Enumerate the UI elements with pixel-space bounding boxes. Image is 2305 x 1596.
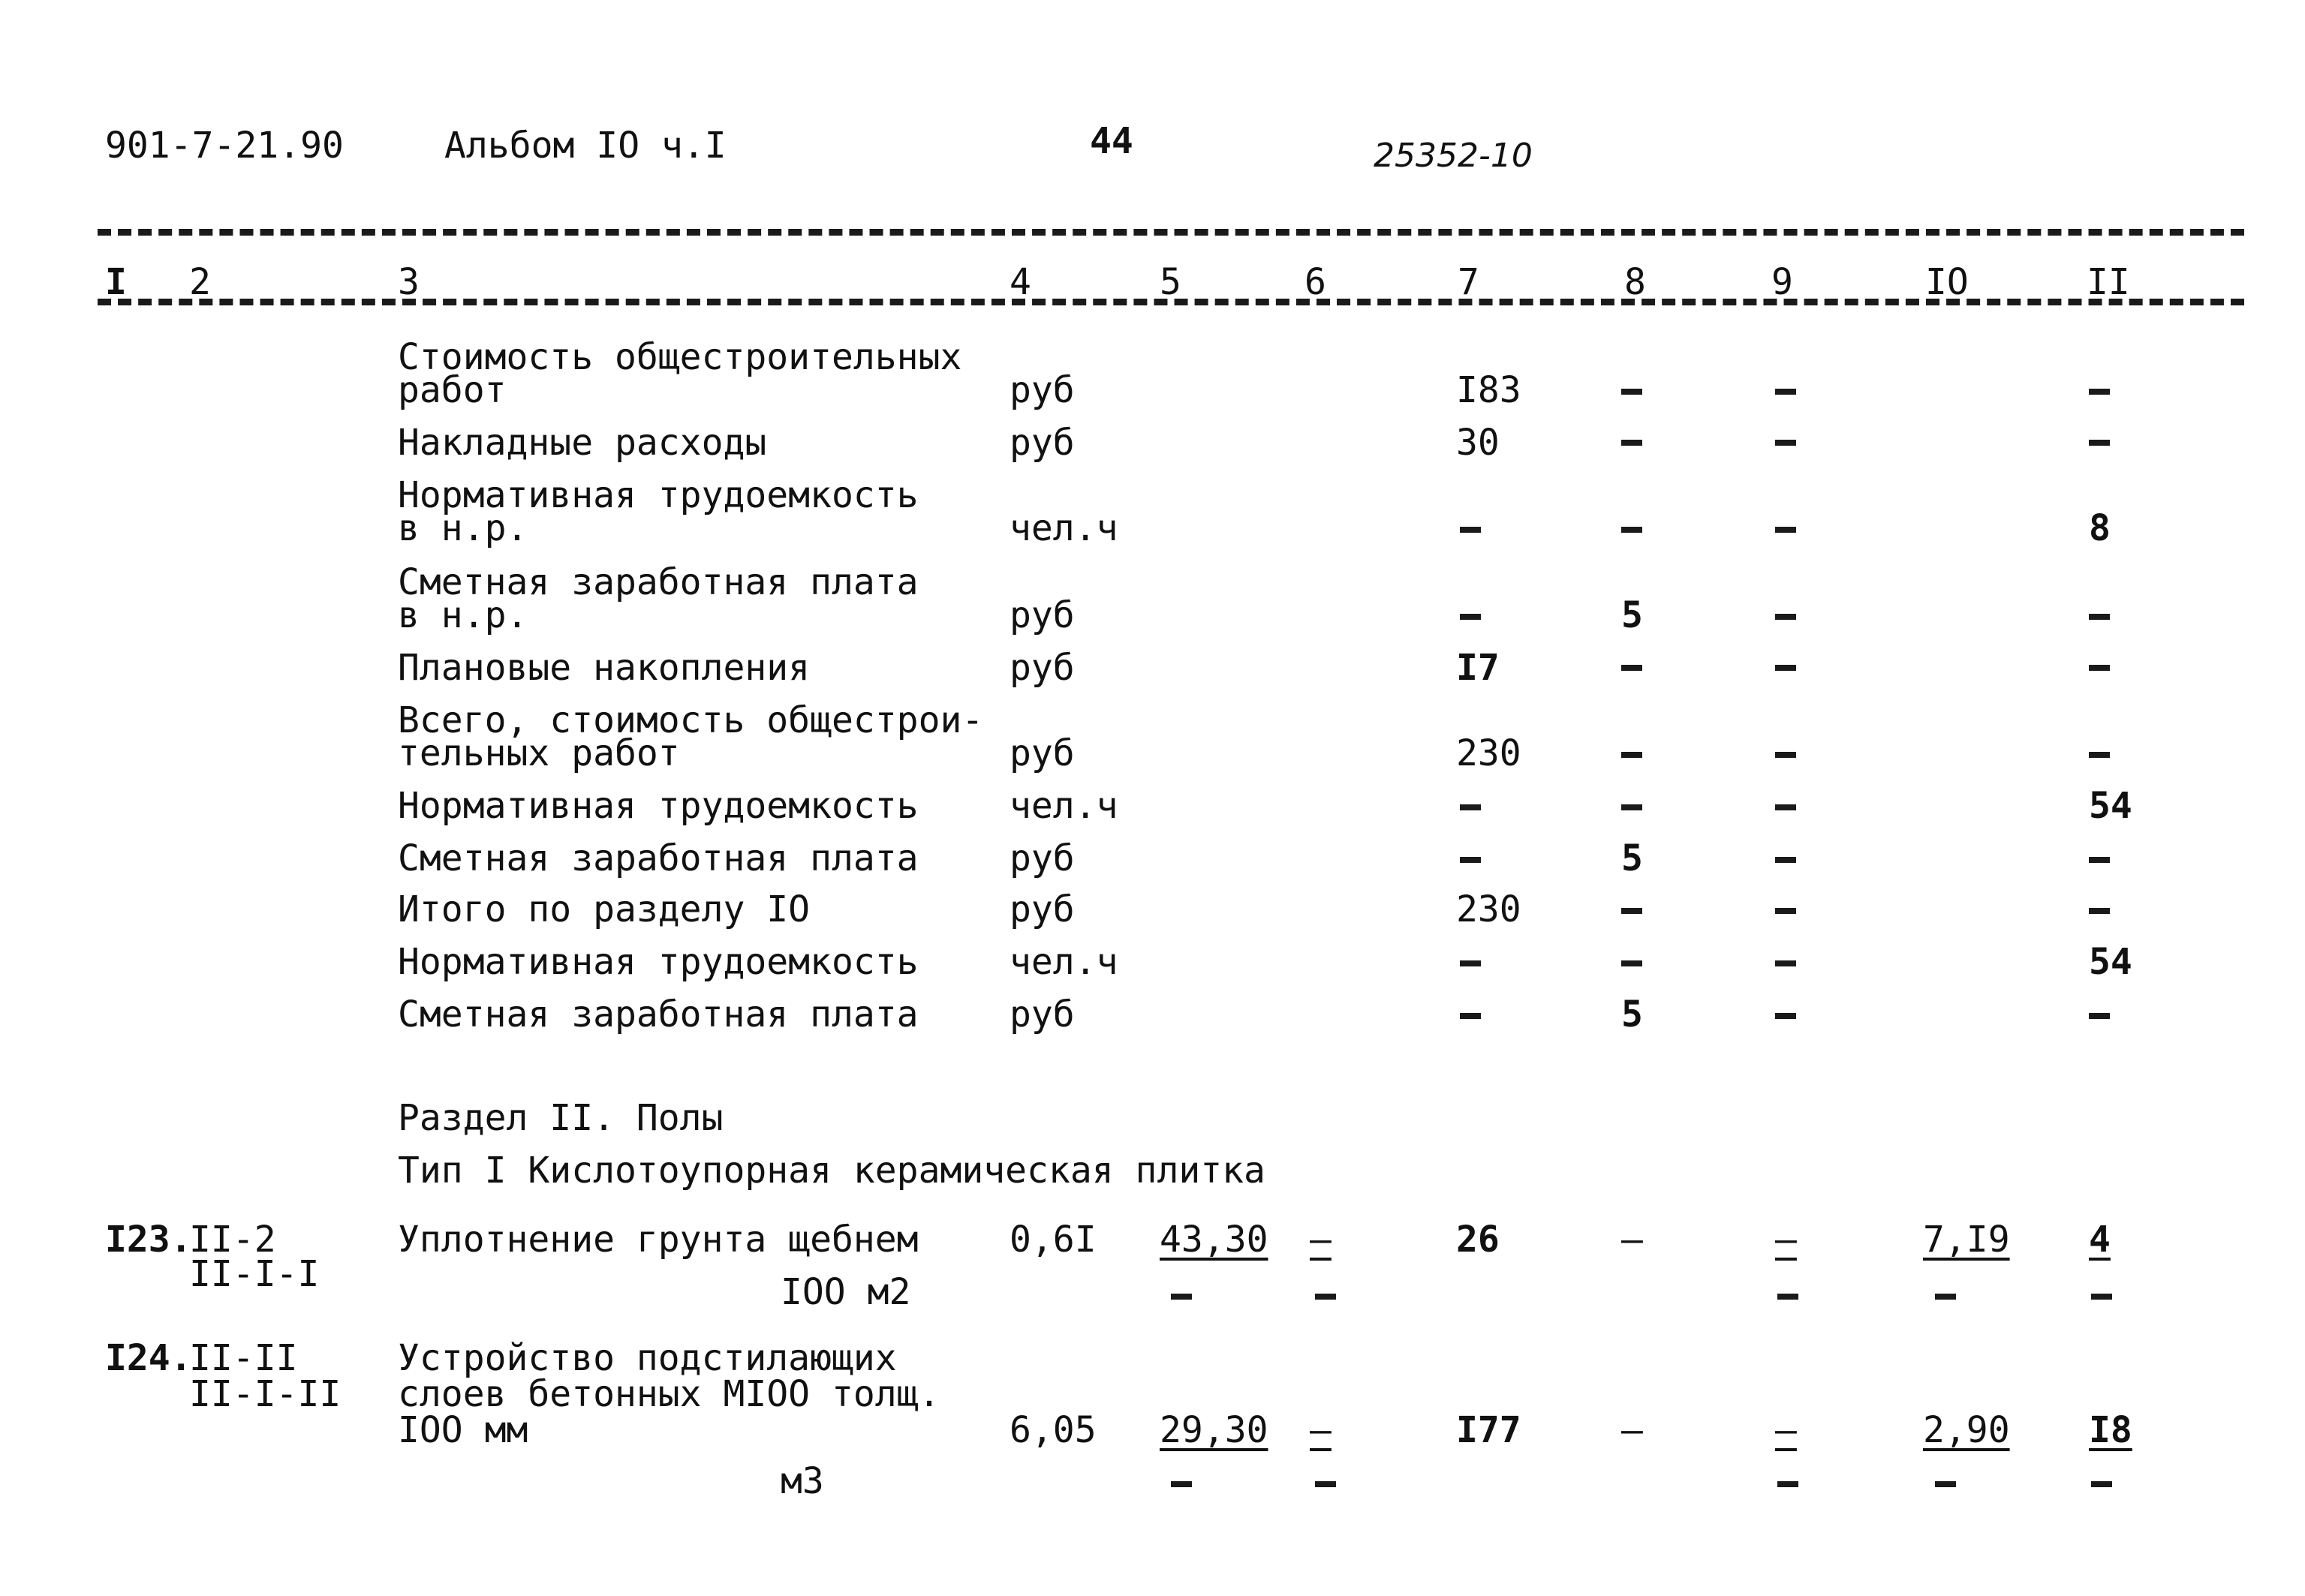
section-title: Раздел II. Полы [398,1097,724,1139]
column-number: 5 [1160,261,1181,303]
cell-col10: 7,I9 [1923,1219,2010,1261]
row-unit: руб [1010,732,1075,774]
dash-mark [1315,1294,1336,1300]
row-name-cont: в н.р. [398,594,528,636]
column-number: 4 [1010,261,1031,303]
cell-col10: 2,90 [1923,1409,2010,1451]
dash-mark [2091,1481,2112,1487]
row-name: Нормативная трудоемкость [398,785,919,827]
dash-mark [1775,665,1796,671]
dash-mark [1775,857,1796,863]
row-name-cont: тельных работ [398,732,680,774]
cell-col8: – [1621,1219,1643,1261]
item-name: Устройство подстилающих [398,1337,897,1379]
row-unit: руб [1010,888,1075,930]
cell-col5: 29,30 [1160,1409,1268,1451]
row-unit: руб [1010,369,1075,411]
dash-mark [1775,1013,1796,1019]
row-unit: руб [1010,837,1075,879]
item-number: I24. [105,1337,192,1379]
column-number: 9 [1771,261,1793,303]
column-number: II [2087,261,2130,303]
cell-col11: 4 [2089,1219,2111,1261]
cell-col9: – [1775,1219,1797,1261]
row-name: Итого по разделу IO [398,888,811,930]
cell-col6: – [1310,1409,1332,1451]
dash-mark [1621,440,1642,446]
cell-col9: – [1775,1409,1797,1451]
section-subtitle: Тип I Кислотоупорная керамическая плитка [398,1150,1265,1192]
row-name: Сметная заработная плата [398,837,919,879]
dash-mark [2089,857,2110,863]
cell-col8: – [1621,1409,1643,1451]
column-number: 6 [1304,261,1326,303]
dash-mark [1775,614,1796,620]
dash-mark [1777,1481,1798,1487]
dash-mark [1775,960,1796,966]
row-unit: чел.ч [1010,941,1118,983]
dash-mark [1621,804,1642,810]
dash-mark [1460,804,1481,810]
row-name-cont: работ [398,369,507,411]
dash-mark [1460,960,1481,966]
item-unit: м3 [781,1460,824,1502]
document-code: 901-7-21.90 [105,125,344,167]
row-name: Нормативная трудоемкость [398,941,919,983]
cell-col7: 26 [1456,1219,1500,1261]
dash-mark [1935,1481,1956,1487]
cell-col7: I83 [1456,369,1521,411]
column-number: 7 [1458,261,1479,303]
cell-col11: 54 [2089,785,2132,827]
cell-col5: 43,30 [1160,1219,1268,1261]
dash-mark [2089,440,2110,446]
dash-mark [2091,1294,2112,1300]
cell-col8: 5 [1621,594,1643,636]
item-code: II-2 [189,1219,276,1261]
dash-mark [2089,752,2110,758]
column-number: 3 [398,261,420,303]
item-name-cont: IOO мм [398,1409,528,1451]
row-name: Всего, стоимость общестрои- [398,699,984,741]
cell-col6: – [1310,1219,1332,1261]
dash-mark [1775,752,1796,758]
dash-mark [1621,389,1642,395]
cell-col8: 5 [1621,837,1643,879]
cell-col4: 0,6I [1010,1219,1097,1261]
cell-col7: I7 [1456,647,1500,689]
column-number: I [105,261,127,303]
cell-col11: 54 [2089,941,2132,983]
row-name: Нормативная трудоемкость [398,474,919,516]
dash-mark [1775,440,1796,446]
dash-mark [1460,614,1481,620]
cell-col8: 5 [1621,993,1643,1035]
dash-mark [1171,1481,1192,1487]
cell-col7: 230 [1456,732,1521,774]
handwritten-reference: 25352-10 [1374,137,1533,175]
header-separator [98,229,2244,236]
dash-mark [1460,857,1481,863]
item-unit: IOO м2 [781,1271,911,1313]
dash-mark [2089,389,2110,395]
dash-mark [1775,389,1796,395]
dash-mark [1775,527,1796,533]
cell-col7: 230 [1456,888,1521,930]
item-name: Уплотнение грунта щебнем [398,1219,919,1261]
dash-mark [1621,908,1642,914]
dash-mark [1621,960,1642,966]
row-name: Стоимость общестроительных [398,336,962,378]
column-header-rule [98,299,2244,305]
dash-mark [1315,1481,1336,1487]
page-number: 44 [1090,120,1133,162]
dash-mark [1621,752,1642,758]
dash-mark [2089,614,2110,620]
item-number: I23. [105,1219,192,1261]
cell-col11: 8 [2089,507,2111,549]
dash-mark [2089,908,2110,914]
item-code: II-II [189,1337,298,1379]
dash-mark [1621,665,1642,671]
item-name-cont: слоев бетонных MIOO толщ. [398,1373,940,1415]
column-number: 8 [1624,261,1646,303]
row-name: Сметная заработная плата [398,993,919,1035]
cell-col7: I77 [1456,1409,1521,1451]
item-code-sub: II-I-II [189,1373,342,1415]
dash-mark [1460,527,1481,533]
row-unit: руб [1010,993,1075,1035]
dash-mark [2089,665,2110,671]
column-number: IO [1925,261,1969,303]
row-name: Плановые накопления [398,647,811,689]
album-label: Альбом IO ч.I [444,125,727,167]
column-number: 2 [189,261,211,303]
dash-mark [1775,908,1796,914]
row-name-cont: в н.р. [398,507,528,549]
dash-mark [2089,1013,2110,1019]
dash-mark [1621,527,1642,533]
row-unit: чел.ч [1010,507,1118,549]
dash-mark [1777,1294,1798,1300]
row-unit: руб [1010,594,1075,636]
row-unit: руб [1010,422,1075,464]
row-name: Накладные расходы [398,422,767,464]
item-code-sub: II-I-I [189,1253,320,1295]
row-name: Сметная заработная плата [398,561,919,603]
cell-col7: 30 [1456,422,1500,464]
dash-mark [1775,804,1796,810]
cell-col4: 6,05 [1010,1409,1097,1451]
row-unit: чел.ч [1010,785,1118,827]
dash-mark [1460,1013,1481,1019]
row-unit: руб [1010,647,1075,689]
dash-mark [1171,1294,1192,1300]
dash-mark [1935,1294,1956,1300]
cell-col11: I8 [2089,1409,2132,1451]
